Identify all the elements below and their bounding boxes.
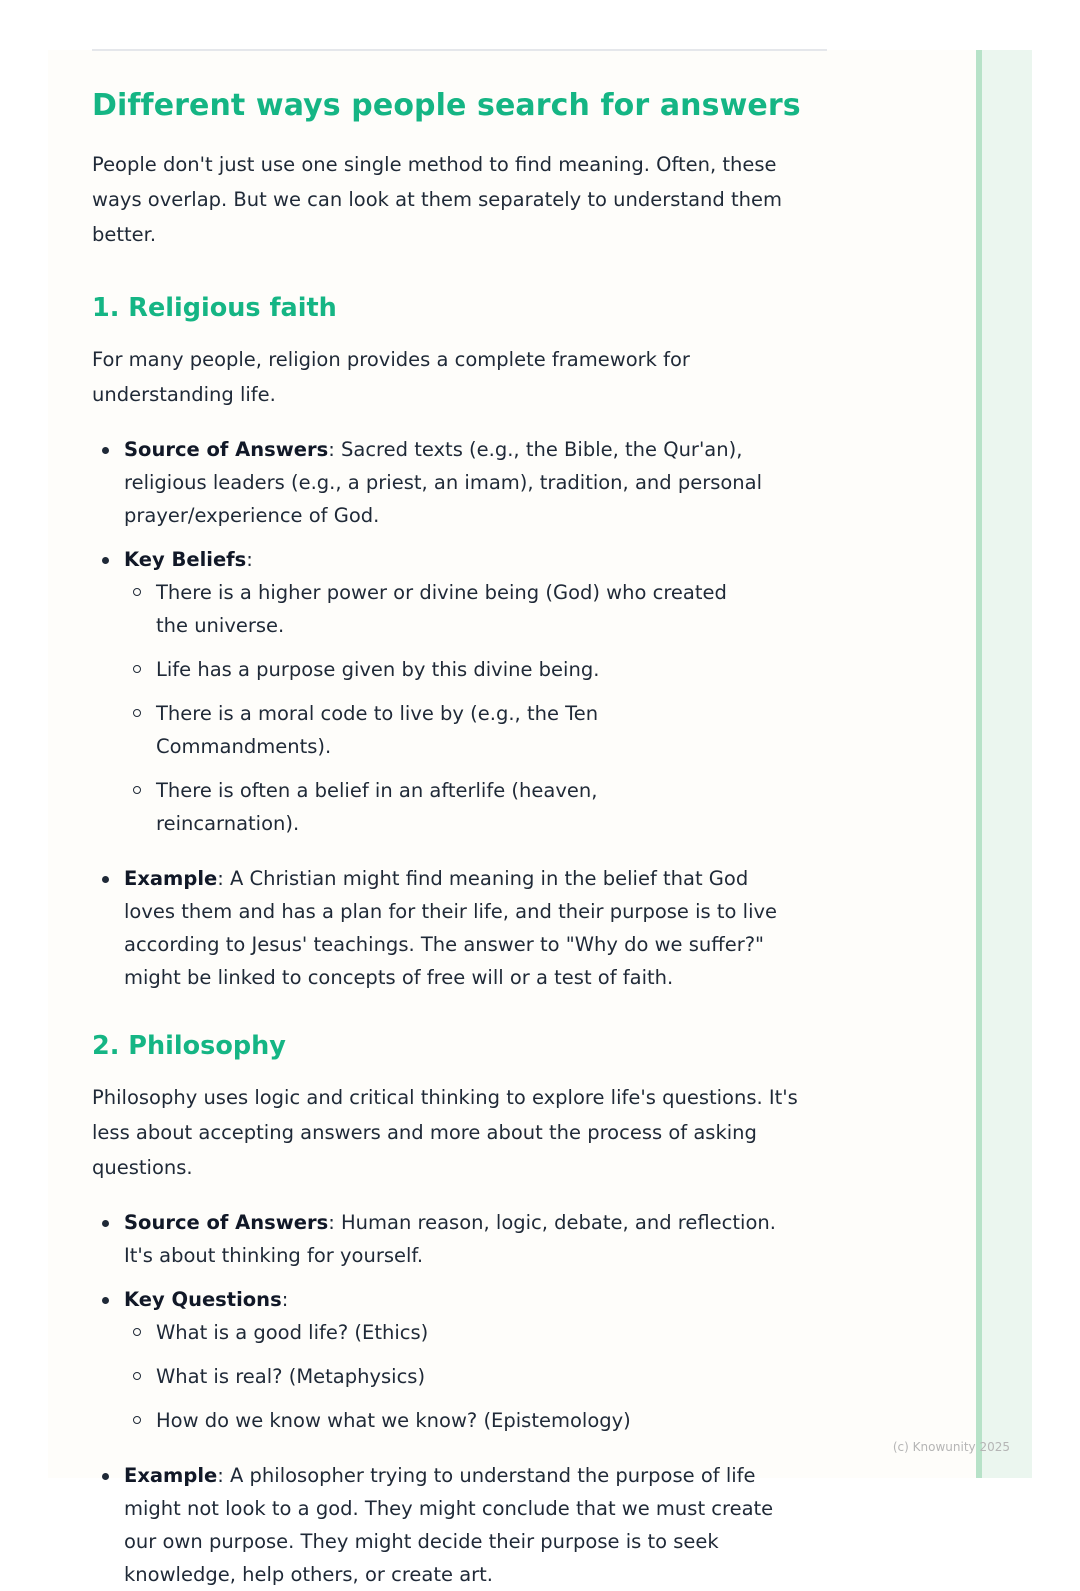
document-content	[92, 84, 830, 1591]
example-label: Example	[124, 867, 218, 890]
key-suffix: :	[281, 1288, 289, 1311]
list-item-key-questions	[92, 1283, 792, 1437]
key-label: Key Questions	[124, 1288, 282, 1311]
list-item-source	[92, 433, 792, 532]
list-item-example	[92, 862, 792, 994]
sub-list-item: How do we know what we know? (Epistemology)	[124, 1404, 744, 1437]
page-title: Different ways people search for answers	[92, 88, 801, 123]
example-text: : A philosopher trying to understand the purpose of life might not look to a god. They might conclude that we must create our own purpose. They might decide their purpose is to seek knowledge, help others, or create art.	[124, 1464, 774, 1586]
section-list	[92, 433, 792, 994]
source-label: Source of Answers	[124, 438, 329, 461]
section-heading-philosophy: 2. Philosophy	[92, 1031, 286, 1061]
section-heading-religious-faith: 1. Religious faith	[92, 293, 337, 323]
sub-list-item: Life has a purpose given by this divine being.	[124, 653, 744, 686]
example-label: Example	[124, 1464, 218, 1487]
intro-paragraph: People don't just use one single method to find meaning. Often, these ways overlap. But we can look at them separately to understand them better.	[92, 153, 782, 246]
section-intro: Philosophy uses logic and critical thinking to explore life's questions. It's less about accepting answers and more about the process of asking questions.	[92, 1086, 798, 1179]
sub-list-item: What is real? (Metaphysics)	[124, 1360, 744, 1393]
sub-list	[124, 1316, 744, 1437]
sub-list	[124, 576, 744, 840]
section-list	[92, 1206, 792, 1591]
example-text: : A Christian might find meaning in the belief that God loves them and has a plan for their life, and their purpose is to live according to Jesus' teachings. The answer to "Why do we suffer?" might be linked to concepts of free will or a test of faith.	[124, 867, 778, 989]
sub-list-item: There is a moral code to live by (e.g., the Ten Commandments).	[124, 697, 744, 763]
sub-list-item: What is a good life? (Ethics)	[124, 1316, 744, 1349]
side-panel	[976, 50, 1032, 1478]
copyright-footer: (c) Knowunity 2025	[892, 1440, 1010, 1454]
source-label: Source of Answers	[124, 1211, 329, 1234]
list-item-key-beliefs	[92, 543, 792, 840]
key-suffix: :	[246, 548, 253, 571]
list-item-source	[92, 1206, 792, 1272]
sub-list-item: There is a higher power or divine being (God) who created the universe.	[124, 576, 744, 642]
top-divider	[92, 49, 827, 51]
source-text: : Sacred texts (e.g., the Bible, the Qur'an), religious leaders (e.g., a priest, an imam), tradition, and personal prayer/experience of God.	[124, 438, 763, 527]
source-text: : Human reason, logic, debate, and reflection. It's about thinking for yourself.	[124, 1211, 776, 1267]
list-item-example	[92, 1459, 792, 1591]
section-intro: For many people, religion provides a complete framework for understanding life.	[92, 348, 690, 406]
key-label: Key Beliefs	[124, 548, 247, 571]
sub-list-item: There is often a belief in an afterlife (heaven, reincarnation).	[124, 774, 744, 840]
